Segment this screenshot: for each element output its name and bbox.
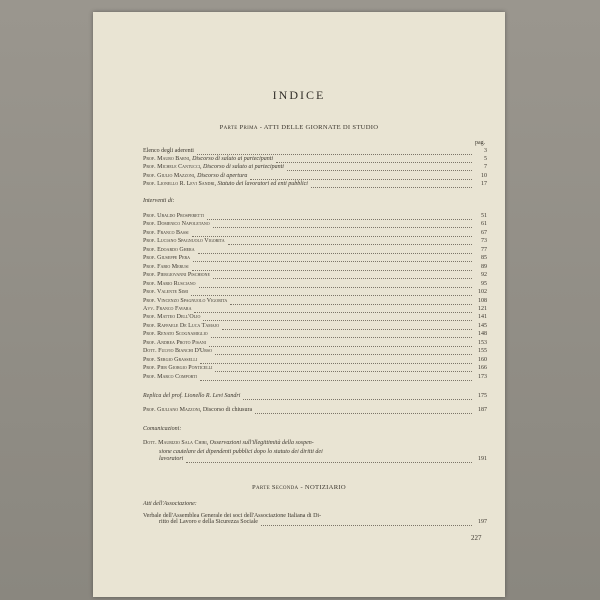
leader-dots bbox=[194, 307, 472, 313]
intervento-entry bbox=[143, 313, 487, 321]
intervento-entry bbox=[143, 263, 487, 271]
toc-entry-text: Elenco degli aderenti bbox=[143, 148, 194, 154]
toc-entry-page: 5 bbox=[484, 156, 487, 163]
leader-dots bbox=[191, 290, 472, 296]
leader-dots bbox=[200, 358, 472, 364]
leader-dots bbox=[213, 222, 472, 228]
toc-entry bbox=[143, 180, 487, 188]
intervento-page: 148 bbox=[478, 331, 487, 338]
leader-dots bbox=[198, 248, 472, 254]
leader-dots bbox=[222, 324, 472, 330]
intervento-entry bbox=[143, 364, 487, 372]
leader-dots bbox=[243, 394, 472, 400]
verbale-page: 197 bbox=[478, 519, 487, 525]
leader-dots bbox=[311, 182, 472, 188]
comunicazione-line-2: sione cautelare dei dipendenti pubblici dopo lo statuto dei diritti dei bbox=[159, 449, 323, 455]
leader-dots bbox=[186, 457, 472, 463]
toc-entry-author: Prof. Mauro Barni, bbox=[143, 156, 191, 163]
intervento-entry bbox=[143, 356, 487, 364]
toc-entry-page: 7 bbox=[484, 164, 487, 171]
comunicazione-page: 191 bbox=[478, 456, 487, 462]
intervento-name: Avv. Franco Favara bbox=[143, 305, 192, 312]
intervento-page: 85 bbox=[481, 255, 487, 262]
toc-entry-author: Prof. Lionello R. Levi Sandri, bbox=[143, 180, 216, 187]
intervento-page: 173 bbox=[478, 373, 487, 380]
part-one-title: ATTI DELLE GIORNATE DI STUDIO bbox=[263, 124, 379, 131]
leader-dots bbox=[203, 315, 472, 321]
toc-entry bbox=[143, 147, 487, 155]
leader-dots bbox=[193, 256, 472, 262]
intervento-entry bbox=[143, 339, 487, 347]
intervento-entry bbox=[143, 288, 487, 296]
toc-entry-author: Prof. Giulio Mazzoni, bbox=[143, 172, 196, 179]
intervento-name: Prof. Franco Bassi bbox=[143, 229, 189, 236]
leader-dots bbox=[200, 375, 472, 381]
interventi-label: Interventi di: bbox=[143, 198, 175, 204]
leader-dots bbox=[207, 214, 472, 220]
part-one-label: Parte Prima bbox=[219, 124, 258, 131]
intervento-name: Prof. Domenico Napoletano bbox=[143, 221, 210, 228]
replica-page: 175 bbox=[478, 393, 487, 399]
intervento-page: 141 bbox=[478, 314, 487, 321]
toc-entry-text bbox=[143, 173, 247, 180]
intervento-entry bbox=[143, 347, 487, 355]
intervento-entry bbox=[143, 330, 487, 338]
chiusura-title: Discorso di chiusura bbox=[202, 407, 253, 413]
replica-text: Replica del prof. Lionello R. Levi Sandri bbox=[143, 393, 241, 399]
leader-dots bbox=[199, 282, 472, 288]
replica-entry bbox=[143, 392, 487, 400]
toc-entry-page: 17 bbox=[481, 180, 487, 187]
intervento-page: 77 bbox=[481, 246, 487, 253]
intervento-entry bbox=[143, 229, 487, 237]
verbale-line-1: Verbale dell'Assemblea Generale dei soci dell'Associazione Italiana di Di- bbox=[143, 513, 322, 519]
toc-entry-text bbox=[143, 164, 284, 171]
leader-dots bbox=[192, 231, 472, 237]
atti-label: Atti dell'Associazione: bbox=[143, 501, 197, 507]
intervento-name: Prof. Matteo Dell'Olio bbox=[143, 314, 201, 321]
toc-entry-title: Discorso di saluto ai partecipanti bbox=[202, 164, 284, 171]
leader-dots bbox=[209, 341, 472, 347]
leader-dots bbox=[197, 149, 472, 155]
intervento-name: Prof. Mario Rusciano bbox=[143, 280, 196, 287]
intervento-page: 155 bbox=[478, 348, 487, 355]
leader-dots bbox=[215, 366, 472, 372]
comunicazione-title-1: Osservazioni sull'illegittimità della sospen- bbox=[209, 440, 314, 446]
intervento-name: Prof. Vincenzo Spagnuolo Vigorita bbox=[143, 297, 228, 304]
intervento-page: 51 bbox=[481, 213, 487, 219]
comunicazione-title-3: lavoratori bbox=[159, 456, 184, 462]
intervento-name: Prof. Giuseppe Pera bbox=[143, 255, 191, 262]
intervento-page: 145 bbox=[478, 322, 487, 329]
comunicazione-line-1 bbox=[143, 440, 314, 447]
toc-entry bbox=[143, 172, 487, 180]
intervento-entry bbox=[143, 280, 487, 288]
intervento-entry bbox=[143, 271, 487, 279]
toc-entry-title: Statuto dei lavoratori ed enti pubblici bbox=[217, 180, 308, 187]
intervento-name: Prof. Ubaldo Prosperetti bbox=[143, 213, 204, 219]
leader-dots bbox=[250, 174, 472, 180]
intervento-name: Prof. Luciano Spagnuolo Vigorita bbox=[143, 238, 225, 245]
page-number: 227 bbox=[471, 534, 482, 542]
leader-dots bbox=[287, 165, 472, 171]
toc-entry-author: Prof. Michele Cantucci, bbox=[143, 164, 202, 171]
intervento-page: 166 bbox=[478, 365, 487, 372]
part-one-heading bbox=[93, 124, 505, 131]
intervento-entry bbox=[143, 220, 487, 228]
leader-dots bbox=[276, 157, 472, 163]
verbale-text-2: ritto del Lavoro e della Sicurezza Sociale bbox=[159, 519, 258, 525]
intervento-entry bbox=[143, 246, 487, 254]
intervento-page: 67 bbox=[481, 229, 487, 236]
part-separator: - bbox=[300, 484, 305, 491]
intervento-entry bbox=[143, 305, 487, 313]
pag-label: pag. bbox=[475, 140, 486, 146]
intervento-page: 153 bbox=[478, 339, 487, 346]
toc-entry-title: Discorso di apertura bbox=[197, 172, 248, 179]
intervento-page: 108 bbox=[478, 297, 487, 304]
part-separator: - bbox=[259, 124, 264, 131]
toc-entry-text bbox=[143, 156, 273, 163]
intervento-entry bbox=[143, 237, 487, 245]
comunicazione-line-3 bbox=[159, 455, 487, 463]
leader-dots bbox=[230, 299, 472, 305]
toc-entry-page: 10 bbox=[481, 172, 487, 179]
intervento-name: Dott. Fulvio Bianchi D'Urso bbox=[143, 348, 213, 355]
intervento-entry bbox=[143, 373, 487, 381]
intervento-page: 121 bbox=[478, 305, 487, 312]
part-two-title: NOTIZIARIO bbox=[304, 484, 346, 491]
comunicazione-author: Dott. Maurizio Sala Chiri, bbox=[143, 440, 209, 446]
chiusura-author: Prof. Giuliano Mazzoni, bbox=[143, 407, 202, 413]
intervento-name: Prof. Sergio Grasselli bbox=[143, 356, 198, 363]
part-two-heading bbox=[93, 484, 505, 491]
intervento-name: Prof. Marco Comporti bbox=[143, 373, 197, 380]
intervento-name: Prof. Valente Simi bbox=[143, 289, 188, 296]
intervento-name: Prof. Renato Scognamiglio bbox=[143, 331, 208, 338]
leader-dots bbox=[255, 408, 472, 414]
chiusura-page: 187 bbox=[478, 407, 487, 413]
leader-dots bbox=[215, 349, 472, 355]
intervento-name: Prof. Fabio Merusi bbox=[143, 263, 189, 270]
toc-entry bbox=[143, 155, 487, 163]
intervento-entry bbox=[143, 254, 487, 262]
part-two-label: Parte Seconda bbox=[252, 484, 299, 491]
toc-entry-title: Discorso di saluto ai partecipanti bbox=[192, 156, 274, 163]
comunicazioni-label: Comunicazioni: bbox=[143, 426, 182, 432]
toc-entry-page: 3 bbox=[484, 148, 487, 154]
intervento-page: 95 bbox=[481, 280, 487, 287]
intervento-entry bbox=[143, 322, 487, 330]
intervento-entry bbox=[143, 297, 487, 305]
chiusura-text bbox=[143, 407, 252, 414]
leader-dots bbox=[192, 265, 472, 271]
toc-entry-text bbox=[143, 181, 308, 188]
intervento-page: 160 bbox=[478, 356, 487, 363]
verbale-line-2 bbox=[159, 518, 487, 526]
intervento-name: Prof. Edoardo Ghera bbox=[143, 246, 195, 253]
chiusura-entry bbox=[143, 406, 487, 414]
leader-dots bbox=[213, 273, 472, 279]
document-page bbox=[93, 12, 505, 597]
leader-dots bbox=[261, 520, 472, 526]
toc-entry bbox=[143, 163, 487, 171]
leader-dots bbox=[228, 239, 472, 245]
intervento-name: Prof. Andrea Proto Pisani bbox=[143, 339, 207, 346]
intervento-entry bbox=[143, 212, 487, 220]
intervento-page: 73 bbox=[481, 238, 487, 245]
leader-dots bbox=[211, 332, 472, 338]
intervento-page: 92 bbox=[481, 272, 487, 279]
intervento-name: Prof. Piergiovanni Pischione bbox=[143, 272, 210, 279]
intervento-page: 89 bbox=[481, 263, 487, 270]
intervento-name: Prof. Pier Giorgio Ponticelli bbox=[143, 365, 213, 372]
page-title: INDICE bbox=[272, 88, 326, 102]
intervento-name: Prof. Raffaele De Luca Tamajo bbox=[143, 322, 220, 329]
intervento-page: 102 bbox=[478, 289, 487, 296]
intervento-page: 61 bbox=[481, 221, 487, 228]
